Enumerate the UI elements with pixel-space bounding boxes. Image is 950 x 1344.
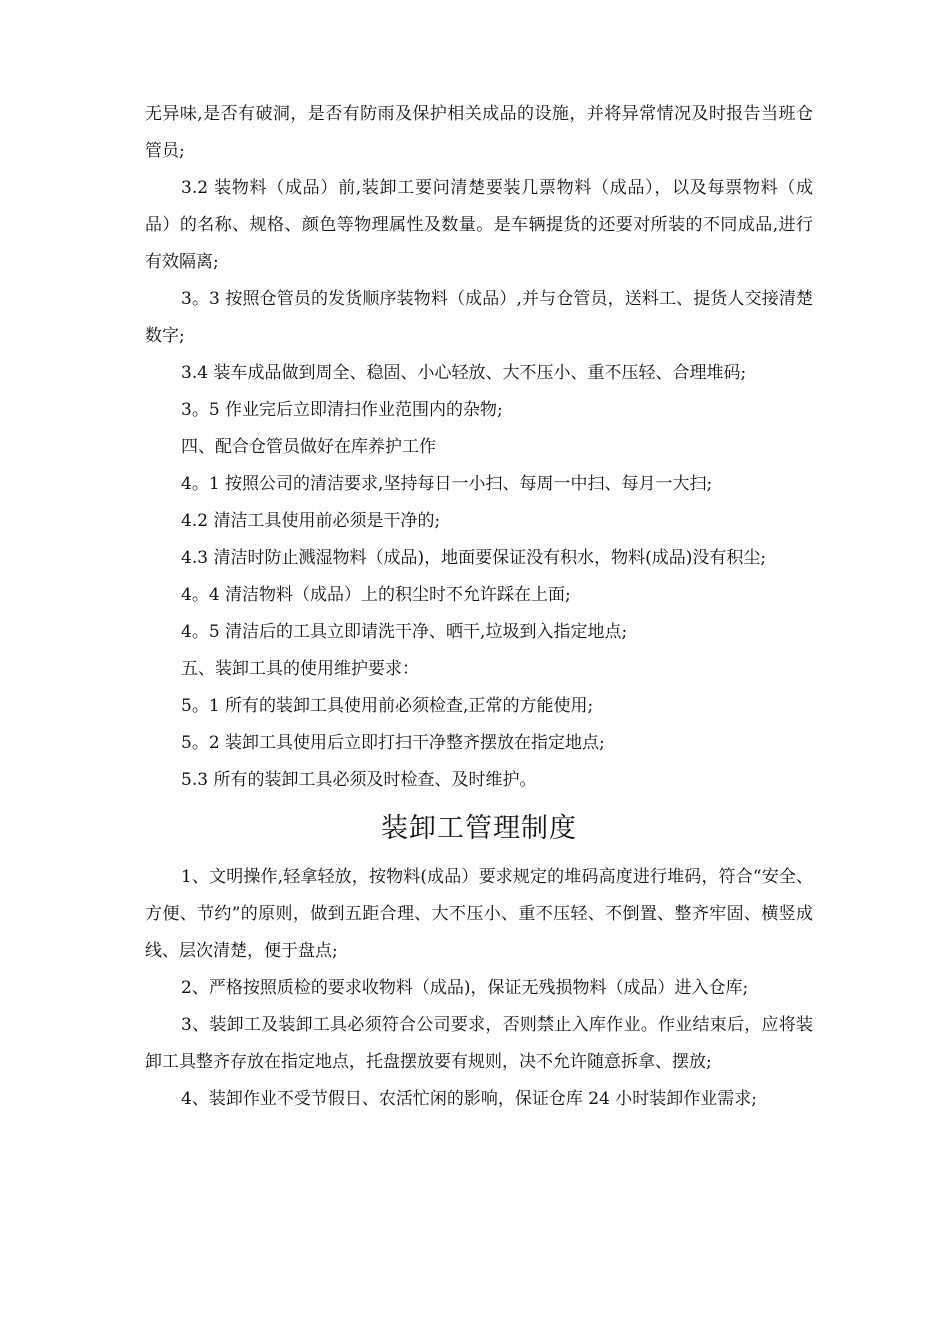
paragraph: 3.4 装车成品做到周全、稳固、小心轻放、大不压小、重不压轻、合理堆码; (181, 363, 747, 383)
paragraph: 4。4 清洁物料（成品）上的积尘时不允许踩在上面; (181, 585, 571, 605)
paragraph: 5。1 所有的装卸工具使用前必须检查,正常的方能使用; (181, 696, 594, 716)
paragraph: 4、装卸作业不受节假日、农活忙闲的影响，保证仓库 24 小时装卸作业需求; (181, 1089, 757, 1109)
paragraph: 3、装卸工及装卸工具必须符合公司要求，否则禁止入库作业。作业结束后，应将装卸工具整齐存放在指定地点，托盘摆放要有规则，决不允许随意拆拿、摆放; (145, 1015, 813, 1072)
document-title: 装卸工管理制度 (381, 813, 577, 844)
paragraph: 4.2 清洁工具使用前必须是干净的; (181, 511, 441, 531)
section-heading: 四、配合仓管员做好在库养护工作 (181, 437, 436, 457)
paragraph: 5.3 所有的装卸工具必须及时检查、及时维护。 (181, 770, 537, 790)
paragraph: 1、文明操作,轻拿轻放，按物料(成品）要求规定的堆码高度进行堆码，符合“安全、方便、节约”的原则，做到五距合理、大不压小、重不压轻、不倒置、整齐牢固、横竖成线、层次清楚，便于盘点; (145, 867, 813, 961)
paragraph: 4。1 按照公司的清洁要求,坚持每日一小扫、每周一中扫、每月一大扫; (181, 474, 713, 494)
paragraph: 5。2 装卸工具使用后立即打扫干净整齐摆放在指定地点; (181, 733, 605, 753)
paragraph: 3。5 作业完后立即清扫作业范围内的杂物; (181, 400, 503, 420)
paragraph: 4。5 清洁后的工具立即请洗干净、晒干,垃圾到入指定地点; (181, 622, 628, 642)
paragraph: 3。3 按照仓管员的发货顺序装物料（成品）,并与仓管员，送料工、提货人交接清楚数字; (145, 289, 813, 346)
paragraph: 2、严格按照质检的要求收物料（成品)，保证无残损物料（成品）进入仓库; (181, 978, 749, 998)
section-before-title (145, 96, 813, 799)
section-heading: 五、装卸工具的使用维护要求： (181, 659, 419, 679)
paragraph: 3.2 装物料（成品）前,装卸工要问清楚要装几票物料（成品），以及每票物料（成品）的名称、规格、颜色等物理属性及数量。是车辆提货的还要对所装的不同成品,进行有效隔离; (145, 178, 813, 272)
section-after-title (145, 859, 813, 1118)
paragraph: 无异味,是否有破洞，是否有防雨及保护相关成品的设施，并将异常情况及时报告当班仓管员; (145, 104, 813, 161)
document-page (145, 96, 813, 1118)
paragraph: 4.3 清洁时防止溅湿物料（成品)，地面要保证没有积水，物料(成品)没有积尘; (181, 548, 767, 568)
